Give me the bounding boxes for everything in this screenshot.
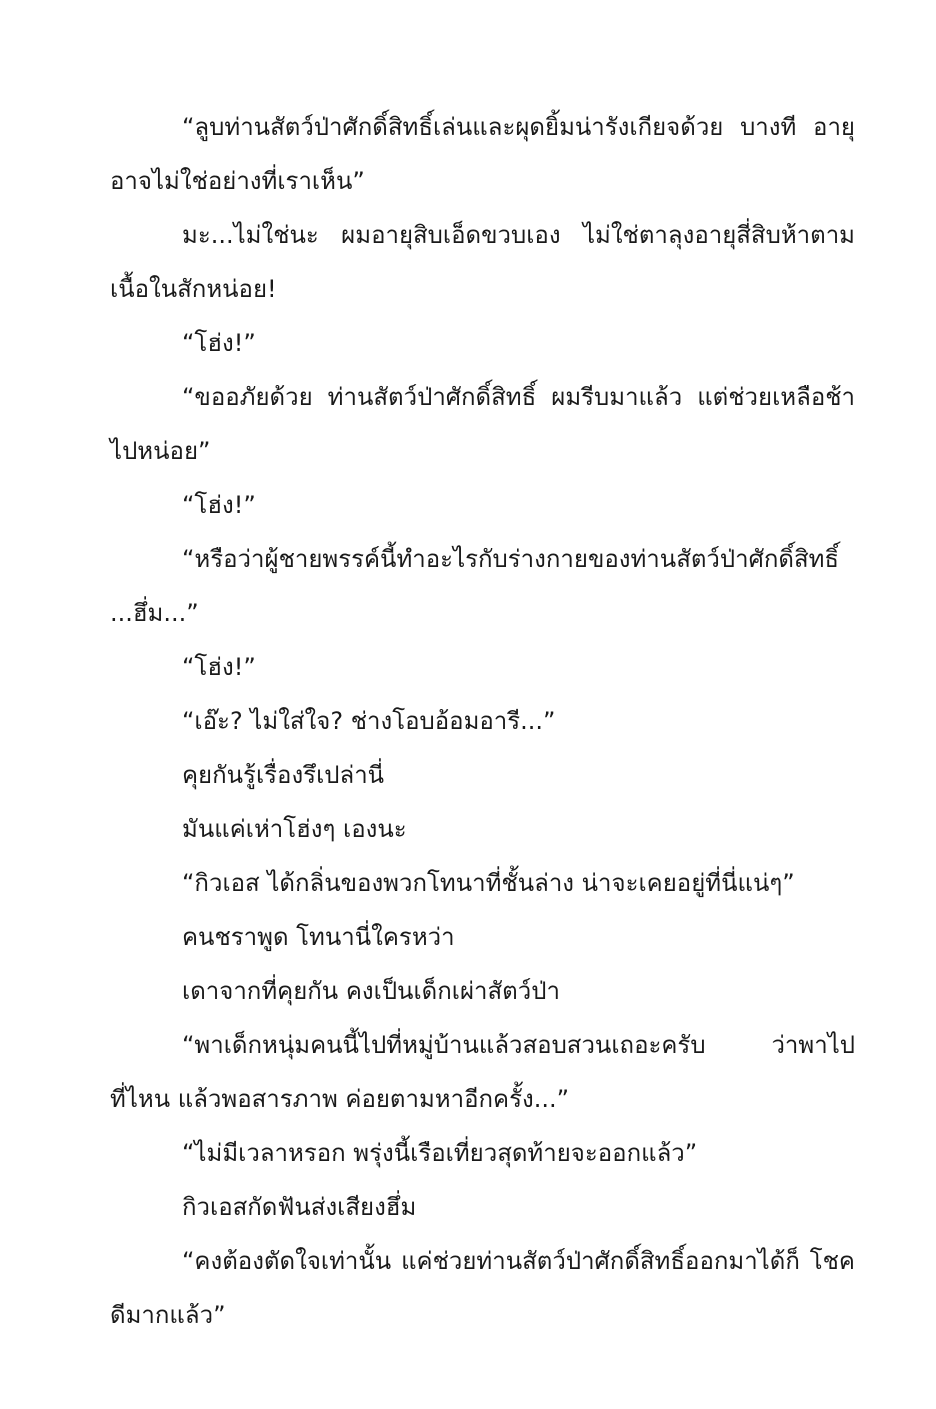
paragraph-14: “พาเด็กหนุ่มคนนี้ไปที่หมู่บ้านแล้วสอบสวนเถอะครับ ว่าพาไป ที่ไหน แล้วพอสารภาพ ค่อยตามหาอีกครั้ง...”	[110, 1031, 855, 1113]
body-text	[110, 100, 855, 1342]
paragraph-10: มันแค่เห่าโฮ่งๆ เองนะ	[182, 815, 407, 843]
paragraph-4: “ขออภัยด้วย ท่านสัตว์ป่าศักดิ์สิทธิ์ ผมรีบมาแล้ว แต่ช่วยเหลือช้า ไปหน่อย”	[110, 383, 855, 465]
paragraph-16: กิวเอสกัดฟันส่งเสียงฮึ่ม	[182, 1193, 417, 1221]
paragraph-13: เดาจากที่คุยกัน คงเป็นเด็กเผ่าสัตว์ป่า	[182, 977, 560, 1005]
paragraph-11: “กิวเอส ได้กลิ่นของพวกโทนาที่ชั้นล่าง น่าจะเคยอยู่ที่นี่แน่ๆ”	[182, 869, 795, 897]
paragraph-17: “คงต้องตัดใจเท่านั้น แค่ช่วยท่านสัตว์ป่าศักดิ์สิทธิ์ออกมาได้ก็ โชคดีมากแล้ว”	[110, 1247, 855, 1329]
paragraph-2: มะ...ไม่ใช่นะ ผมอายุสิบเอ็ดขวบเอง ไม่ใช่ตาลุงอายุสี่สิบห้าตาม เนื้อในสักหน่อย!	[110, 221, 855, 303]
paragraph-1: “ลูบท่านสัตว์ป่าศักดิ์สิทธิ์เล่นและผุดยิ้มน่ารังเกียจด้วย บางที อายุอาจไม่ใช่อย่างที่เราเห็น”	[110, 113, 855, 195]
paragraph-8: “เอ๊ะ? ไม่ใส่ใจ? ช่างโอบอ้อมอารี...”	[182, 707, 556, 735]
paragraph-6: “หรือว่าผู้ชายพรรค์นี้ทำอะไรกับร่างกายของท่านสัตว์ป่าศักดิ์สิทธิ์ ...ฮึ่ม...”	[110, 545, 840, 627]
paragraph-7: “โฮ่ง!”	[182, 653, 256, 681]
paragraph-12: คนชราพูด โทนานี่ใครหว่า	[182, 923, 455, 951]
paragraph-15: “ไม่มีเวลาหรอก พรุ่งนี้เรือเที่ยวสุดท้ายจะออกแล้ว”	[182, 1139, 698, 1167]
paragraph-3: “โฮ่ง!”	[182, 329, 256, 357]
paragraph-9: คุยกันรู้เรื่องรึเปล่านี่	[182, 761, 385, 789]
paragraph-5: “โฮ่ง!”	[182, 491, 256, 519]
